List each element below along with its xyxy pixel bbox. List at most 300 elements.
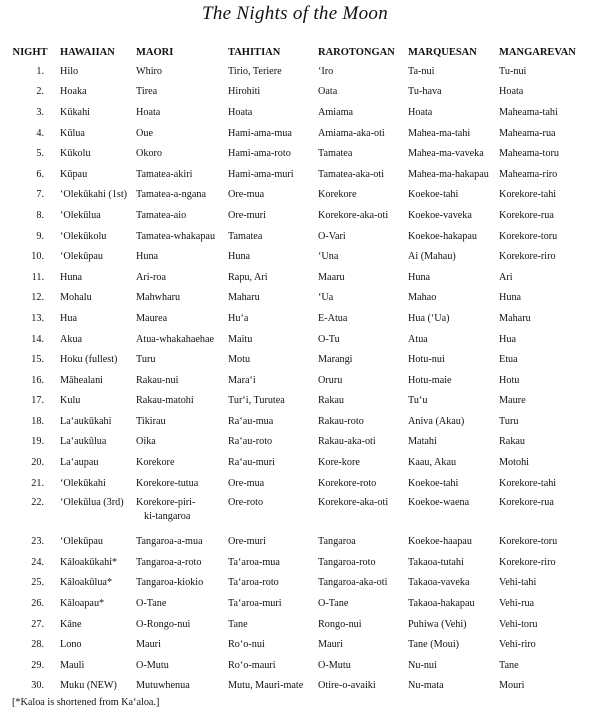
- tahitian-cell: [226, 102, 316, 123]
- hawaiian-cell: [58, 531, 134, 552]
- mangarevan-cell: [497, 493, 588, 531]
- night-number-cell: [2, 329, 58, 350]
- hawaiian-cell: [58, 143, 134, 164]
- rarotongan-cell: [316, 493, 406, 531]
- cell-text: Rongo-nui: [318, 618, 362, 630]
- tahitian-cell: [226, 143, 316, 164]
- rarotongan-cell: [316, 452, 406, 473]
- table-row: [2, 473, 588, 494]
- cell-text: ‘Ua: [318, 292, 334, 304]
- maori-cell: [134, 329, 226, 350]
- hawaiian-cell: [58, 82, 134, 103]
- cell-text: Korekore-tahi: [499, 189, 557, 201]
- cell-text: Oruru: [318, 374, 343, 386]
- night-number-cell: [2, 185, 58, 206]
- rarotongan-cell: [316, 573, 406, 594]
- rarotongan-cell: [316, 552, 406, 573]
- cell-text: Huna: [499, 292, 522, 304]
- cell-text: Tamatea-akiri: [136, 168, 193, 180]
- marquesan-cell: [406, 552, 497, 573]
- rarotongan-cell: [316, 205, 406, 226]
- cell-text: Okoro: [136, 148, 163, 160]
- cell-text: ‘Iro: [318, 65, 334, 77]
- cell-text: 3.: [36, 106, 44, 118]
- cell-text: Maitu: [228, 333, 253, 345]
- cell-text: Korekore-aka-oti: [318, 497, 389, 509]
- cell-text: Amiama-aka-oti: [318, 127, 385, 139]
- cell-text: Ra‘au-muri: [228, 457, 275, 469]
- cell-text: Mauri: [136, 639, 161, 651]
- rarotongan-cell: [316, 531, 406, 552]
- hawaiian-cell: [58, 102, 134, 123]
- night-number-cell: [2, 123, 58, 144]
- cell-text: Tangaroa-a-roto: [136, 556, 202, 568]
- cell-text: Tane: [499, 659, 519, 671]
- cell-text: Mahea-ma-hakapau: [408, 168, 489, 180]
- cell-text: Rakau-aka-oti: [318, 436, 376, 448]
- tahitian-cell: [226, 473, 316, 494]
- maori-cell: [134, 676, 226, 697]
- mangarevan-cell: [497, 308, 588, 329]
- maori-cell: [134, 573, 226, 594]
- cell-text: ‘Olekūlua (3rd): [60, 497, 124, 509]
- night-number-cell: [2, 349, 58, 370]
- cell-text: Mahao: [408, 292, 437, 304]
- cell-text: Tamatea-aio: [136, 209, 187, 221]
- hawaiian-cell: [58, 432, 134, 453]
- cell-text: Tirea: [136, 86, 158, 98]
- mangarevan-cell: [497, 185, 588, 206]
- maori-cell: [134, 432, 226, 453]
- table-row: [2, 185, 588, 206]
- table-row: [2, 452, 588, 473]
- cell-text: 28.: [31, 639, 44, 651]
- cell-text: Amiama: [318, 106, 354, 118]
- cell-text: Ta-nui: [408, 65, 435, 77]
- mangarevan-cell: [497, 143, 588, 164]
- maori-cell: [134, 552, 226, 573]
- tahitian-cell: [226, 593, 316, 614]
- cell-text: Tur‘i, Turutea: [228, 395, 285, 407]
- mangarevan-cell: [497, 411, 588, 432]
- cell-text: 21.: [31, 477, 44, 489]
- rarotongan-cell: [316, 143, 406, 164]
- cell-text: ‘Olekūkahi: [60, 477, 106, 489]
- rarotongan-cell: [316, 329, 406, 350]
- cell-text: Mahwharu: [136, 292, 181, 304]
- mangarevan-cell: [497, 226, 588, 247]
- cell-text: Ore-muri: [228, 536, 266, 548]
- marquesan-cell: [406, 123, 497, 144]
- moon-nights-table: [2, 44, 588, 696]
- cell-text: La‘aukūkahi: [60, 415, 112, 427]
- hawaiian-cell: [58, 676, 134, 697]
- marquesan-cell: [406, 185, 497, 206]
- cell-text: Kore-kore: [318, 457, 360, 469]
- cell-text: Vehi-toru: [499, 618, 538, 630]
- marquesan-cell: [406, 432, 497, 453]
- mangarevan-cell: [497, 61, 588, 82]
- tahitian-cell: [226, 329, 316, 350]
- cell-text: Huna: [228, 251, 251, 263]
- tahitian-cell: [226, 288, 316, 309]
- maori-cell: [134, 634, 226, 655]
- hawaiian-cell: [58, 246, 134, 267]
- hawaiian-cell: [58, 185, 134, 206]
- cell-text: Hilo: [60, 65, 79, 77]
- tahitian-cell: [226, 308, 316, 329]
- maori-cell: [134, 473, 226, 494]
- table-row: [2, 634, 588, 655]
- cell-text: Huna: [136, 251, 159, 263]
- table-row: [2, 143, 588, 164]
- cell-text: Hu‘a: [228, 312, 249, 324]
- maori-cell: [134, 370, 226, 391]
- cell-text: Tangaroa-aka-oti: [318, 577, 388, 589]
- cell-text: Hua (‘Ua): [408, 312, 450, 324]
- tahitian-cell: [226, 573, 316, 594]
- table-row: [2, 655, 588, 676]
- table-row: [2, 370, 588, 391]
- cell-text: Ore-mua: [228, 189, 265, 201]
- cell-text: Korekore-toru: [499, 536, 558, 548]
- night-number-cell: [2, 593, 58, 614]
- cell-text: Ro‘o-mauri: [228, 659, 276, 671]
- hawaiian-cell: [58, 391, 134, 412]
- cell-text: Vehi-riro: [499, 639, 536, 651]
- cell-text: Mohalu: [60, 292, 92, 304]
- cell-text: Nu-mata: [408, 680, 444, 692]
- rarotongan-cell: [316, 82, 406, 103]
- hawaiian-cell: [58, 61, 134, 82]
- cell-text: O-Mutu: [318, 659, 351, 671]
- marquesan-cell: [406, 267, 497, 288]
- cell-text: O-Mutu: [136, 659, 169, 671]
- cell-text: Korekore-rua: [499, 497, 554, 509]
- night-number-cell: [2, 614, 58, 635]
- table-row: [2, 61, 588, 82]
- cell-text: Korekore-piri-: [136, 497, 196, 509]
- cell-text: Hotu-maie: [408, 374, 452, 386]
- footnote: [*Kaloa is shortened from Ka‘aloa.]: [12, 697, 160, 708]
- table-row: [2, 614, 588, 635]
- cell-text: Ari: [499, 271, 513, 283]
- rarotongan-cell: [316, 246, 406, 267]
- mangarevan-cell: [497, 288, 588, 309]
- mangarevan-cell: [497, 123, 588, 144]
- cell-text: Ta‘aroa-mua: [228, 556, 280, 568]
- cell-text: 13.: [31, 312, 44, 324]
- maori-cell: [134, 411, 226, 432]
- night-number-cell: [2, 531, 58, 552]
- mangarevan-cell: [497, 349, 588, 370]
- cell-text: Hua: [499, 333, 516, 345]
- table-row: [2, 349, 588, 370]
- cell-text: Tu‘u: [408, 395, 428, 407]
- cell-text: Ore-muri: [228, 209, 266, 221]
- cell-text: Kāloakūkahi*: [60, 556, 118, 568]
- table-row: [2, 329, 588, 350]
- cell-text: Kūkahi: [60, 106, 90, 118]
- tahitian-cell: [226, 61, 316, 82]
- cell-text: Puhiwa (Vehi): [408, 618, 467, 630]
- cell-text: 20.: [31, 457, 44, 469]
- cell-text: O-Tu: [318, 333, 340, 345]
- cell-text: Kaau, Akau: [408, 457, 457, 469]
- cell-text: 29.: [31, 659, 44, 671]
- night-number-cell: [2, 267, 58, 288]
- rarotongan-cell: [316, 164, 406, 185]
- mangarevan-cell: [497, 246, 588, 267]
- tahitian-cell: [226, 123, 316, 144]
- cell-text: Hoata: [136, 106, 161, 118]
- cell-text: Kūpau: [60, 168, 88, 180]
- rarotongan-cell: [316, 267, 406, 288]
- cell-text: Hami-ama-muri: [228, 168, 294, 180]
- cell-text: Atua-whakahaehae: [136, 333, 215, 345]
- cell-text: Korekore-rua: [499, 209, 554, 221]
- table-row: [2, 411, 588, 432]
- cell-text: 27.: [31, 618, 44, 630]
- mangarevan-cell: [497, 391, 588, 412]
- maori-cell: [134, 391, 226, 412]
- cell-text: Tangaroa-roto: [318, 556, 376, 568]
- cell-text: Tamatea: [318, 148, 353, 160]
- cell-text: Tangaroa-a-mua: [136, 536, 203, 548]
- cell-text: ‘Olekūkolu: [60, 230, 107, 242]
- marquesan-cell: [406, 329, 497, 350]
- tahitian-cell: [226, 411, 316, 432]
- cell-text: Kūlua: [60, 127, 85, 139]
- cell-text: ‘Olekūpau: [60, 536, 103, 548]
- cell-text: Mauli: [60, 659, 85, 671]
- mangarevan-cell: [497, 552, 588, 573]
- cell-text: Korekore-tutua: [136, 477, 199, 489]
- cell-text: Rakau: [318, 395, 345, 407]
- header-row: [2, 44, 588, 61]
- hawaiian-cell: [58, 593, 134, 614]
- cell-text: ‘Una: [318, 251, 339, 263]
- night-number-cell: [2, 391, 58, 412]
- cell-text: Tu-hava: [408, 86, 442, 98]
- rarotongan-cell: [316, 370, 406, 391]
- cell-text: O-Rongo-nui: [136, 618, 191, 630]
- marquesan-cell: [406, 143, 497, 164]
- table-row: [2, 573, 588, 594]
- cell-text: Maheama-rua: [499, 127, 556, 139]
- mangarevan-cell: [497, 676, 588, 697]
- cell-text: Rakau-nui: [136, 374, 179, 386]
- night-number-cell: [2, 226, 58, 247]
- rarotongan-cell: [316, 61, 406, 82]
- rarotongan-cell: [316, 185, 406, 206]
- cell-text: La‘aukūlua: [60, 436, 107, 448]
- tahitian-cell: [226, 349, 316, 370]
- cell-text: Koekoe-tahi: [408, 477, 459, 489]
- cell-text: 8.: [36, 209, 44, 221]
- mangarevan-cell: [497, 102, 588, 123]
- rarotongan-cell: [316, 288, 406, 309]
- rarotongan-cell: [316, 676, 406, 697]
- marquesan-cell: [406, 246, 497, 267]
- tahitian-cell: [226, 82, 316, 103]
- cell-text: Tikirau: [136, 415, 166, 427]
- table-row: [2, 164, 588, 185]
- table-row: [2, 226, 588, 247]
- night-number-cell: [2, 205, 58, 226]
- cell-text: Atua: [408, 333, 428, 345]
- cell-text: Kāne: [60, 618, 82, 630]
- cell-text: Maharu: [499, 312, 531, 324]
- marquesan-cell: [406, 614, 497, 635]
- maori-cell: [134, 493, 226, 531]
- rarotongan-cell: [316, 102, 406, 123]
- maori-cell: [134, 102, 226, 123]
- hawaiian-cell: [58, 308, 134, 329]
- cell-text: Rakau-roto: [318, 415, 364, 427]
- cell-text: Takaoa-hakapau: [408, 598, 475, 610]
- cell-text: Tamatea: [228, 230, 263, 242]
- hawaiian-cell: [58, 370, 134, 391]
- marquesan-cell: [406, 473, 497, 494]
- table-body: [2, 61, 588, 696]
- tahitian-cell: [226, 614, 316, 635]
- tahitian-cell: [226, 164, 316, 185]
- cell-text: Kāloakūlua*: [60, 577, 113, 589]
- cell-continuation-text: ki-tangaroa: [144, 511, 191, 523]
- cell-text: Korekore-aka-oti: [318, 209, 389, 221]
- mangarevan-cell: [497, 593, 588, 614]
- maori-cell: [134, 205, 226, 226]
- tahitian-cell: [226, 655, 316, 676]
- night-number-cell: [2, 493, 58, 531]
- cell-text: Koekoe-haapau: [408, 536, 472, 548]
- maori-cell: [134, 531, 226, 552]
- mangarevan-cell: [497, 655, 588, 676]
- cell-text: 14.: [31, 333, 44, 345]
- cell-text: Mauri: [318, 639, 343, 651]
- hawaiian-cell: [58, 493, 134, 531]
- cell-text: Mutuwhenua: [136, 680, 190, 692]
- cell-text: Matahi: [408, 436, 437, 448]
- night-number-cell: [2, 552, 58, 573]
- cell-text: Hotu: [499, 374, 520, 386]
- hawaiian-cell: [58, 452, 134, 473]
- cell-text: Kāloapau*: [60, 598, 105, 610]
- table-row: [2, 531, 588, 552]
- column-header-mangarevan: MANGAREVAN: [499, 47, 576, 58]
- cell-text: Mutu, Mauri-mate: [228, 680, 304, 692]
- column-header-hawaiian: HAWAIIAN: [60, 47, 115, 58]
- cell-text: Nu-nui: [408, 659, 437, 671]
- hawaiian-cell: [58, 552, 134, 573]
- marquesan-cell: [406, 676, 497, 697]
- rarotongan-cell: [316, 432, 406, 453]
- cell-text: O-Vari: [318, 230, 346, 242]
- tahitian-cell: [226, 185, 316, 206]
- cell-text: Tamatea-a-ngana: [136, 189, 206, 201]
- hawaiian-cell: [58, 349, 134, 370]
- tahitian-cell: [226, 493, 316, 531]
- tahitian-cell: [226, 634, 316, 655]
- hawaiian-cell: [58, 614, 134, 635]
- mangarevan-cell: [497, 205, 588, 226]
- table-row: [2, 391, 588, 412]
- cell-text: Korekore: [136, 457, 175, 469]
- cell-text: Koekoe-tahi: [408, 189, 459, 201]
- tahitian-cell: [226, 452, 316, 473]
- rarotongan-cell: [316, 473, 406, 494]
- cell-text: Hoata: [228, 106, 253, 118]
- tahitian-cell: [226, 226, 316, 247]
- column-header-night: NIGHT: [12, 47, 48, 58]
- cell-text: Māhealani: [60, 374, 103, 386]
- tahitian-cell: [226, 246, 316, 267]
- cell-text: Ta‘aroa-roto: [228, 577, 279, 589]
- maori-cell: [134, 226, 226, 247]
- marquesan-cell: [406, 308, 497, 329]
- night-number-cell: [2, 370, 58, 391]
- mangarevan-cell: [497, 573, 588, 594]
- marquesan-cell: [406, 226, 497, 247]
- marquesan-cell: [406, 411, 497, 432]
- mangarevan-cell: [497, 164, 588, 185]
- hawaiian-cell: [58, 205, 134, 226]
- cell-text: Ore-roto: [228, 497, 264, 509]
- mangarevan-cell: [497, 432, 588, 453]
- cell-text: Muku (NEW): [60, 680, 117, 692]
- maori-cell: [134, 185, 226, 206]
- night-number-cell: [2, 82, 58, 103]
- tahitian-cell: [226, 531, 316, 552]
- marquesan-cell: [406, 493, 497, 531]
- cell-text: Tane (Moui): [408, 639, 460, 651]
- cell-text: Hami-ama-roto: [228, 148, 291, 160]
- cell-text: Oue: [136, 127, 153, 139]
- cell-text: Mahea-ma-vaveka: [408, 148, 484, 160]
- night-number-cell: [2, 676, 58, 697]
- night-number-cell: [2, 102, 58, 123]
- cell-text: Ari-roa: [136, 271, 166, 283]
- cell-text: Korekore: [318, 189, 357, 201]
- cell-text: 30.: [31, 680, 44, 692]
- tahitian-cell: [226, 432, 316, 453]
- cell-text: Aniva (Akau): [408, 415, 465, 427]
- table-row: [2, 593, 588, 614]
- table-row: [2, 493, 588, 531]
- hawaiian-cell: [58, 288, 134, 309]
- maori-cell: [134, 614, 226, 635]
- mangarevan-cell: [497, 452, 588, 473]
- cell-text: Ta‘aroa-muri: [228, 598, 282, 610]
- cell-text: 17.: [31, 395, 44, 407]
- cell-text: Tirio, Teriere: [228, 65, 282, 77]
- rarotongan-cell: [316, 123, 406, 144]
- cell-text: Lono: [60, 639, 82, 651]
- column-header-tahitian: TAHITIAN: [228, 47, 281, 58]
- cell-text: Tamatea-whakapau: [136, 230, 216, 242]
- tahitian-cell: [226, 370, 316, 391]
- cell-text: Maharu: [228, 292, 260, 304]
- marquesan-cell: [406, 531, 497, 552]
- marquesan-cell: [406, 370, 497, 391]
- rarotongan-cell: [316, 349, 406, 370]
- cell-text: Mara‘i: [228, 374, 256, 386]
- cell-text: Etua: [499, 354, 518, 366]
- cell-text: 9.: [36, 230, 44, 242]
- cell-text: Hoku (fullest): [60, 354, 118, 366]
- cell-text: Huna: [408, 271, 431, 283]
